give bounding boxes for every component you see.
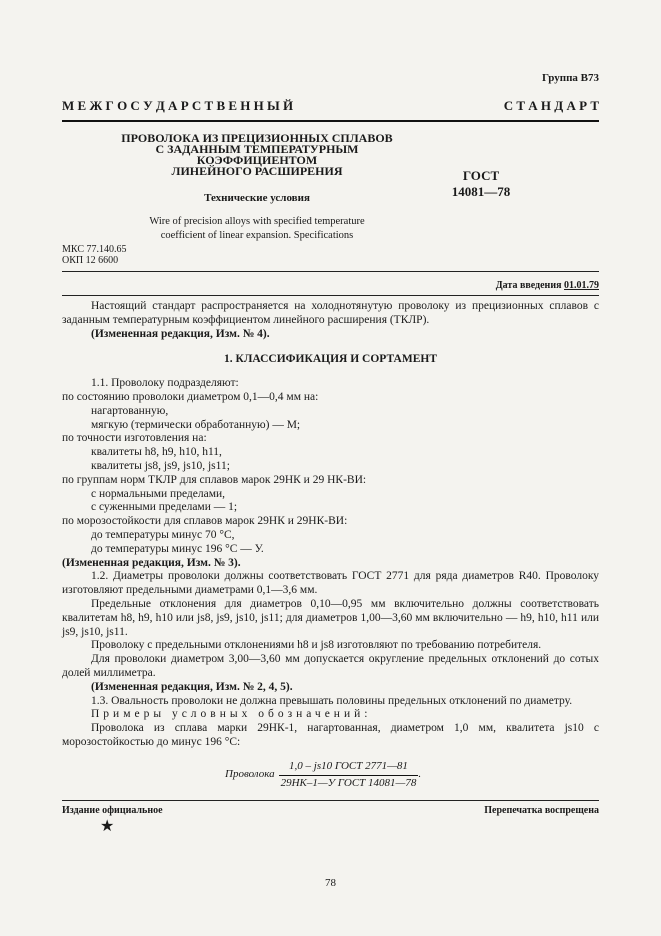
precision-item: по точности изготовления на: bbox=[62, 432, 207, 445]
example-1: Проволока из сплава марки 29НК-1, нагартованная, диаметром 1,0 мм, квалитета js10 с морозостойкостью до минус 196 °С: bbox=[62, 722, 599, 748]
document-body bbox=[62, 300, 599, 790]
state-item: по состоянию проволоки диаметром 0,1—0,4 мм на: bbox=[62, 390, 319, 403]
group-code: Группа В73 bbox=[541, 72, 599, 84]
date-value: 01.01.79 bbox=[564, 280, 599, 291]
tklr-sub-a: с нормальными пределами, bbox=[91, 487, 225, 500]
date-label: Дата введения bbox=[495, 280, 562, 291]
classification-codes bbox=[62, 244, 126, 266]
gost-designation bbox=[432, 168, 530, 200]
title-line-2: С ЗАДАННЫМ ТЕМПЕРАТУРНЫМ bbox=[155, 142, 359, 156]
frost-item: по морозостойкости для сплавов марок 29НК и 29НК-ВИ: bbox=[62, 515, 348, 528]
english-title bbox=[92, 215, 422, 243]
footer-rule bbox=[62, 800, 599, 801]
title-line-1: ПРОВОЛОКА ИЗ ПРЕЦИЗИОННЫХ СПЛАВОВ bbox=[121, 131, 393, 145]
english-title-line-2: coefficient of linear expansion. Specifications bbox=[160, 230, 354, 241]
formula-lead: Проволока bbox=[225, 768, 275, 781]
official-edition: Издание официальное bbox=[62, 805, 163, 816]
star-icon: ★ bbox=[100, 818, 115, 835]
english-title-line-1: Wire of precision alloys with specified temperature bbox=[149, 216, 365, 227]
effective-date bbox=[496, 280, 599, 291]
mks-code: МКС 77.140.65 bbox=[62, 244, 127, 255]
clause-1-1: 1.1. Проволоку подразделяют: bbox=[91, 377, 239, 390]
title-line-4: ЛИНЕЙНОГО РАСШИРЕНИЯ bbox=[171, 164, 343, 178]
examples-heading: Примеры условных обозначений: bbox=[91, 708, 372, 721]
banner-word-interstate: М Е Ж Г О С У Д А Р С Т В Е Н Н Ы Й bbox=[62, 98, 294, 113]
formula-denominator: 29НК–1—У ГОСТ 14081—78 bbox=[280, 776, 417, 789]
deviations-h8-js8: Проволоку с предельными отклонениями h8 и js8 изготовляют по требованию потребителя. bbox=[91, 639, 542, 652]
formula-tail: . bbox=[418, 768, 422, 781]
gost-label: ГОСТ bbox=[462, 168, 500, 183]
state-sub-b: мягкую (термически обработанную) — М; bbox=[91, 418, 301, 431]
state-sub-a: нагартованную, bbox=[91, 404, 169, 417]
top-rule bbox=[62, 120, 599, 122]
date-rule bbox=[62, 295, 599, 296]
gost-number: 14081—78 bbox=[451, 184, 511, 199]
precision-sub-a: квалитеты h8, h9, h10, h11, bbox=[91, 446, 222, 459]
standard-banner bbox=[62, 98, 599, 114]
codes-rule bbox=[62, 271, 599, 272]
subtitle: Технические условия bbox=[204, 192, 310, 204]
clause-1-3: 1.3. Овальность проволоки не должна превышать половины предельных отклонений по диаметру. bbox=[91, 694, 573, 707]
page-number: 78 bbox=[325, 877, 336, 889]
formula-numerator: 1,0 – js10 ГОСТ 2771—81 bbox=[279, 760, 419, 776]
formula-fraction bbox=[279, 759, 422, 791]
banner-word-standard: С Т А Н Д А Р Т bbox=[503, 98, 599, 113]
amendment-2-4-5: (Измененная редакция, Изм. № 2, 4, 5). bbox=[91, 680, 293, 693]
reprint-prohibited: Перепечатка воспрещена bbox=[484, 805, 599, 816]
clause-1-2: 1.2. Диаметры проволоки должны соответствовать ГОСТ 2771 для ряда диаметров R40. Проволоку изготовляют предельными диаметрами 0,1—3,6 мм. bbox=[62, 570, 599, 597]
precision-sub-b: квалитеты js8, js9, js10, js11; bbox=[91, 459, 230, 472]
okp-code: ОКП 12 6600 bbox=[62, 255, 119, 266]
tklr-sub-b: с суженными пределами — 1; bbox=[91, 501, 238, 514]
frost-sub-a: до температуры минус 70 °С, bbox=[91, 528, 235, 541]
intro-paragraph: Настоящий стандарт распространяется на холоднотянутую проволоку из прецизионных сплавов с заданным температурным коэффициентом линейного расширения (ТКЛР). bbox=[62, 300, 599, 326]
amendment-3: (Измененная редакция, Изм. № 3). bbox=[62, 556, 241, 569]
deviations-paragraph: Предельные отклонения для диаметров 0,10—0,95 мм включительно должны соответствовать квалитетам h8, h9, h10 или js8, js9, js10, js11; для диаметров 1,00—3,60 мм включительно — h9, h10, h11 или js9, js10, js11. bbox=[62, 597, 599, 638]
frost-sub-b: до температуры минус 196 °С — У. bbox=[91, 542, 264, 555]
section-1-heading: 1. КЛАССИФИКАЦИЯ И СОРТАМЕНТ bbox=[223, 353, 437, 366]
title-block bbox=[92, 133, 422, 243]
rounding-paragraph: Для проволоки диаметром 3,00—3,60 мм допускается округление предельных отклонений до сотых долей миллиметра. bbox=[62, 653, 599, 679]
title-line-3: КОЭФФИЦИЕНТОМ bbox=[196, 153, 318, 167]
intro-amendment: (Измененная редакция, Изм. № 4). bbox=[91, 327, 270, 340]
designation-formula bbox=[225, 760, 599, 791]
tklr-item: по группам норм ТКЛР для сплавов марок 29НК и 29 НК-ВИ: bbox=[62, 473, 367, 486]
